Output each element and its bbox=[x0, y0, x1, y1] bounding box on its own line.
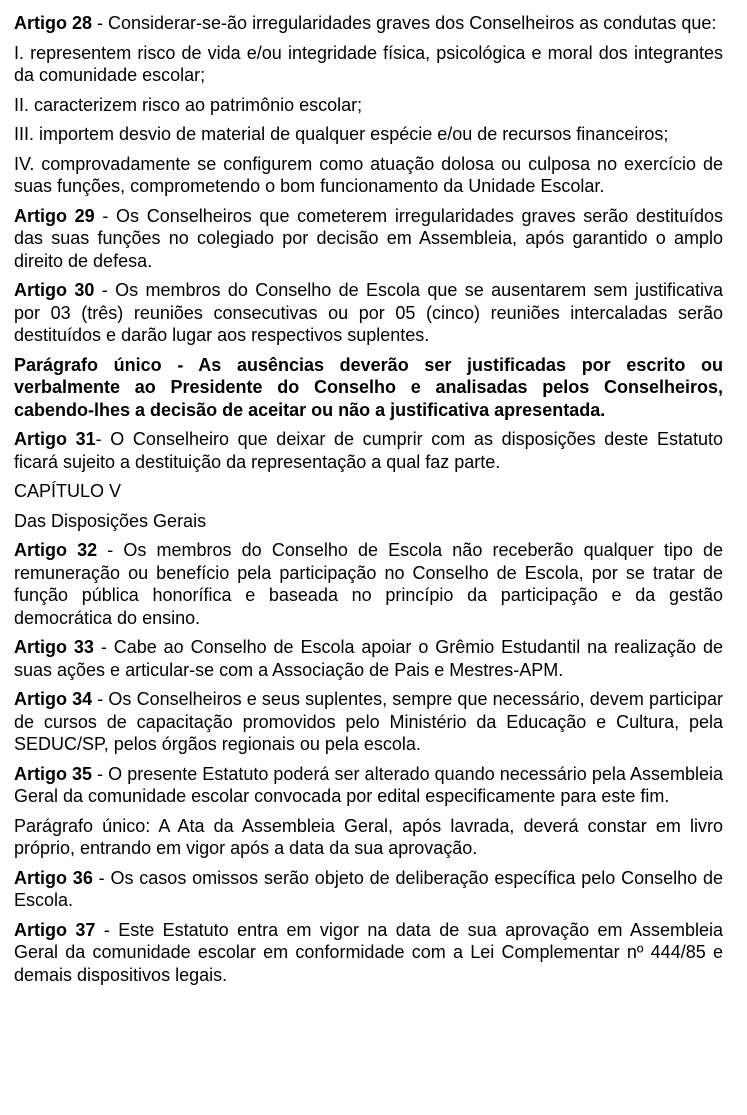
article-32 bbox=[14, 539, 723, 629]
article-30 bbox=[14, 279, 723, 347]
article-29-text: - Os Conselheiros que cometerem irregularidades graves serão destituídos das suas funções no colegiado por decisão em Assembleia, após garantido o amplo direito de defesa. bbox=[14, 205, 723, 271]
article-28-item-4: IV. comprovadamente se configurem como atuação dolosa ou culposa no exercício de suas funções, comprometendo o bom funcionamento da Unidade Escolar. bbox=[14, 153, 723, 196]
article-28 bbox=[14, 12, 723, 35]
article-35-label: Artigo 35 bbox=[14, 763, 93, 784]
article-37-text: - Este Estatuto entra em vigor na data de sua aprovação em Assembleia Geral da comunidade escolar em conformidade com a Lei Complementar nº 444/85 e demais dispositivos legais. bbox=[14, 919, 723, 985]
article-33 bbox=[14, 636, 723, 681]
article-34-text: - Os Conselheiros e seus suplentes, sempre que necessário, devem participar de cursos de capacitação promovidos pelo Ministério da Educação e Cultura, pela SEDUC/SP, pelos órgãos regionais ou pela escola. bbox=[14, 689, 723, 754]
article-35-paragraph: Parágrafo único: A Ata da Assembleia Geral, após lavrada, deverá constar em livro próprio, entrando em vigor após a data da sua aprovação. bbox=[14, 815, 723, 858]
article-31-text: - O Conselheiro que deixar de cumprir com as disposições deste Estatuto ficará sujeito a destituição da representação a qual faz parte. bbox=[14, 429, 723, 472]
article-30-label: Artigo 30 bbox=[14, 280, 95, 300]
article-33-label: Artigo 33 bbox=[14, 637, 94, 657]
article-28-item-2: II. caracterizem risco ao patrimônio escolar; bbox=[14, 94, 363, 115]
article-32-text: - Os membros do Conselho de Escola não receberão qualquer tipo de remuneração ou benefício pela participação no Conselho de Escola, por se tratar de função pública honorífica e baseada no princípio da participação e da gestão democrática do ensino. bbox=[14, 540, 723, 628]
article-34 bbox=[14, 688, 723, 756]
article-33-text: - Cabe ao Conselho de Escola apoiar o Grêmio Estudantil na realização de suas ações e articular-se com a Associação de Pais e Mestres-APM. bbox=[14, 637, 723, 680]
article-32-label: Artigo 32 bbox=[14, 540, 98, 560]
article-35 bbox=[14, 763, 723, 808]
chapter-heading: CAPÍTULO V bbox=[14, 481, 122, 501]
article-28-item-3: III. importem desvio de material de qualquer espécie e/ou de recursos financeiros; bbox=[14, 124, 669, 144]
article-28-item-1: I. representem risco de vida e/ou integridade física, psicológica e moral dos integrantes da comunidade escolar; bbox=[14, 42, 723, 85]
article-35-text: - O presente Estatuto poderá ser alterado quando necessário pela Assembleia Geral da comunidade escolar convocada por edital especificamente para este fim. bbox=[14, 763, 723, 806]
chapter-title: Das Disposições Gerais bbox=[14, 510, 207, 531]
article-28-text: - Considerar-se-ão irregularidades graves dos Conselheiros as condutas que: bbox=[92, 13, 717, 33]
article-36-label: Artigo 36 bbox=[14, 867, 93, 888]
article-36-text: - Os casos omissos serão objeto de deliberação específica pelo Conselho de Escola. bbox=[14, 867, 724, 910]
article-30-paragraph: Parágrafo único - As ausências deverão ser justificadas por escrito ou verbalmente ao Presidente do Conselho e analisadas pelos Conselheiros, cabendo-lhes a decisão de aceitar ou não a justificativa apresentada. bbox=[14, 354, 723, 420]
article-29-label: Artigo 29 bbox=[14, 205, 95, 226]
article-28-label: Artigo 28 bbox=[14, 13, 93, 33]
article-31-label: Artigo 31 bbox=[14, 429, 96, 449]
article-31 bbox=[14, 428, 723, 473]
article-37 bbox=[14, 919, 723, 987]
article-34-label: Artigo 34 bbox=[14, 689, 93, 709]
article-30-text: - Os membros do Conselho de Escola que se ausentarem sem justificativa por 03 (três) reuniões consecutivas ou por 05 (cinco) reuniões intercaladas serão destituídos e darão lugar aos respectivos suplentes. bbox=[14, 280, 723, 345]
article-36 bbox=[14, 867, 723, 912]
article-29 bbox=[14, 205, 723, 273]
article-37-label: Artigo 37 bbox=[14, 919, 96, 940]
